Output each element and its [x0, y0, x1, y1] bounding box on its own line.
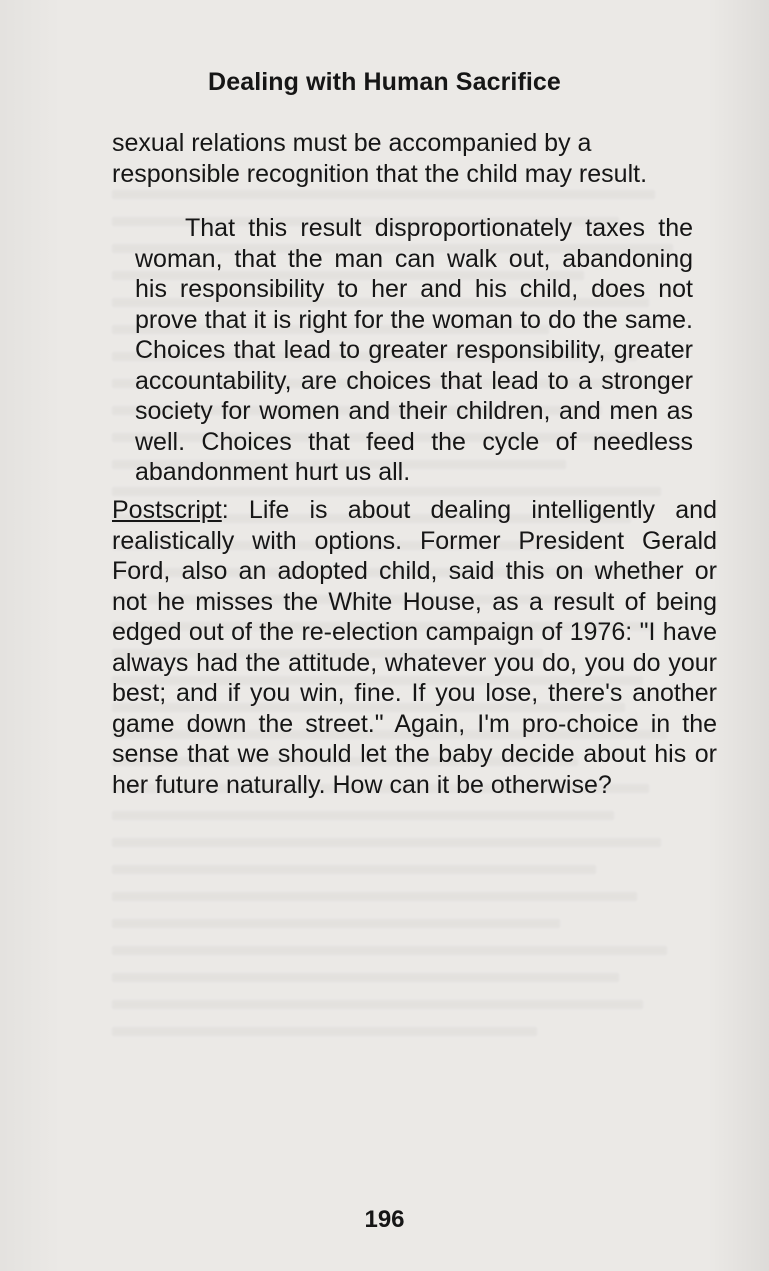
running-head: Dealing with Human Sacrifice	[208, 68, 561, 96]
body-paragraph: That this result disproportionately taxes the woman, that the man can walk out, abandoning his responsibility to her and his child, does not prove that it is right for the woman to do the same. Choices that lead to greater responsibility, greater accountability, are choices that lead to a stronger society for women and their children, and men as well. Choices that feed the cycle of needless abandonment hurt us all.	[135, 214, 693, 486]
postscript-label: Postscript	[112, 496, 222, 524]
bleed-line	[112, 892, 637, 901]
bleed-line	[112, 946, 667, 955]
bleed-line	[112, 865, 596, 874]
bleed-line	[112, 973, 619, 982]
postscript-text: : Life is about dealing intelligently and realistically with options. Former President Gerald Ford, also an adopted child, said this on whether or not he misses the White House, as a result of being edged out of the re-election campaign of 1976: "I have always had the attitude, whatever you do, you do your best; and if you win, fine. If you lose, there's another game down the street." Again, I'm pro-choice in the sense that we should let the baby decide about his or her future naturally. How can it be otherwise?	[112, 496, 717, 799]
bleed-line	[112, 919, 560, 928]
postscript-paragraph	[112, 495, 717, 800]
bleed-line	[112, 1000, 643, 1009]
page-number: 196	[364, 1206, 405, 1233]
body-paragraph: sexual relations must be accompanied by a responsible recognition that the child may result.	[112, 129, 648, 188]
bleed-line	[112, 811, 614, 820]
bleed-line	[112, 838, 661, 847]
bleed-line	[112, 190, 655, 199]
bleed-line	[112, 1027, 537, 1036]
